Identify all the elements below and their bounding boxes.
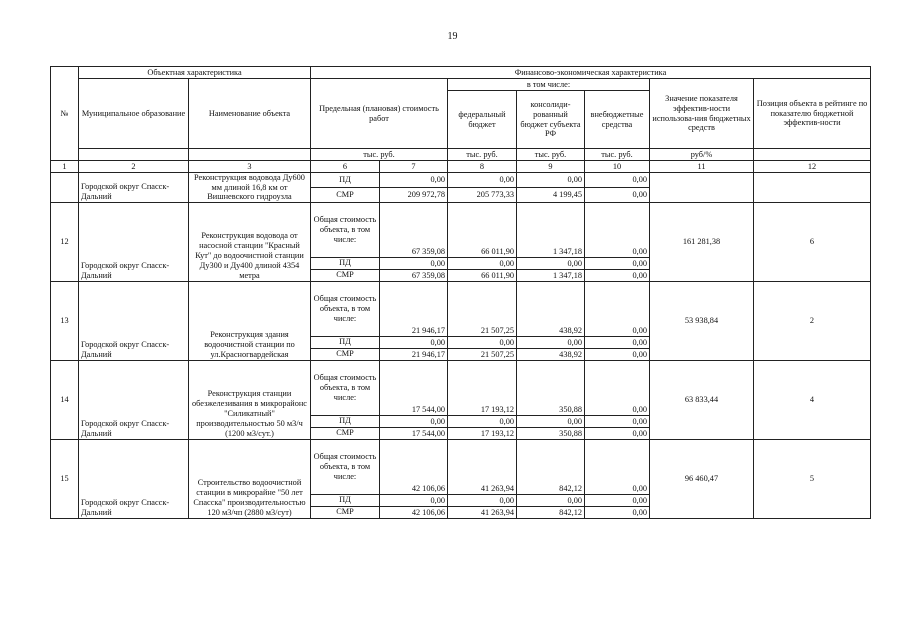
cost-type-label: Общая стоимость объекта, в том числе: <box>311 360 380 415</box>
federal-value: 205 773,33 <box>448 187 517 202</box>
unit-indicator: руб/% <box>650 149 754 161</box>
rating-cell <box>754 173 871 203</box>
cost-type-label: ПД <box>311 173 380 188</box>
consolidated-value: 0,00 <box>517 257 585 269</box>
col-number: 7 <box>380 161 448 173</box>
header-units-blank-2 <box>79 149 189 161</box>
federal-value: 0,00 <box>448 257 517 269</box>
consolidated-value: 1 347,18 <box>517 269 585 281</box>
header-federal: федеральный бюджет <box>448 91 517 149</box>
column-numbers-row <box>51 161 871 173</box>
total-cost-value: 21 946,17 <box>380 281 448 336</box>
investment-table <box>50 66 871 519</box>
header-units-blank-3 <box>189 149 311 161</box>
table-row <box>51 439 871 494</box>
table-row <box>51 173 871 188</box>
unit-rating <box>754 149 871 161</box>
consolidated-value: 0,00 <box>517 415 585 427</box>
header-including: в том числе: <box>448 79 650 91</box>
indicator-cell: 161 281,38 <box>650 202 754 281</box>
header-num: № <box>51 67 79 161</box>
rating-cell: 2 <box>754 281 871 360</box>
unit-federal: тыс. руб. <box>448 149 517 161</box>
extrabudget-value: 0,00 <box>585 506 650 518</box>
page-number: 19 <box>447 31 458 42</box>
table-row <box>51 281 871 336</box>
cost-type-label: ПД <box>311 415 380 427</box>
extrabudget-value: 0,00 <box>585 187 650 202</box>
total-cost-value: 0,00 <box>380 257 448 269</box>
cost-type-label: СМР <box>311 506 380 518</box>
total-cost-value: 0,00 <box>380 494 448 506</box>
federal-value: 0,00 <box>448 173 517 188</box>
total-cost-value: 0,00 <box>380 173 448 188</box>
cost-type-label: СМР <box>311 348 380 360</box>
extrabudget-value: 0,00 <box>585 439 650 494</box>
extrabudget-value: 0,00 <box>585 494 650 506</box>
total-cost-value: 0,00 <box>380 415 448 427</box>
municipality-cell: Городской округ Спасск-Дальний <box>79 360 189 439</box>
col-number: 11 <box>650 161 754 173</box>
object-name-cell: Реконструкция станции обезжелезивания в микрорайонс "Силикатный" производительностью 50 м3/ч (1200 м3/сут.) <box>189 360 311 439</box>
consolidated-value: 842,12 <box>517 439 585 494</box>
consolidated-value: 0,00 <box>517 494 585 506</box>
extrabudget-value: 0,00 <box>585 415 650 427</box>
header-object-name: Наименование объекта <box>189 79 311 149</box>
consolidated-value: 350,88 <box>517 427 585 439</box>
total-cost-value: 67 359,08 <box>380 202 448 257</box>
extrabudget-value: 0,00 <box>585 173 650 188</box>
consolidated-value: 0,00 <box>517 336 585 348</box>
row-num-cell: 14 <box>51 360 79 439</box>
total-cost-value: 209 972,78 <box>380 187 448 202</box>
extrabudget-value: 0,00 <box>585 427 650 439</box>
extrabudget-value: 0,00 <box>585 336 650 348</box>
total-cost-value: 17 544,00 <box>380 427 448 439</box>
cost-type-label: ПД <box>311 336 380 348</box>
consolidated-value: 1 347,18 <box>517 202 585 257</box>
consolidated-value: 350,88 <box>517 360 585 415</box>
cost-type-label: Общая стоимость объекта, в том числе: <box>311 202 380 257</box>
cost-type-label: Общая стоимость объекта, в том числе: <box>311 281 380 336</box>
row-num-cell: 12 <box>51 202 79 281</box>
unit-consolidated: тыс. руб. <box>517 149 585 161</box>
cost-type-label: Общая стоимость объекта, в том числе: <box>311 439 380 494</box>
header-municipality: Муниципальное образование <box>79 79 189 149</box>
rating-cell: 4 <box>754 360 871 439</box>
indicator-cell <box>650 173 754 203</box>
federal-value: 0,00 <box>448 336 517 348</box>
total-cost-value: 17 544,00 <box>380 360 448 415</box>
header-row-2 <box>51 79 871 91</box>
cost-type-label: ПД <box>311 257 380 269</box>
col-number: 3 <box>189 161 311 173</box>
extrabudget-value: 0,00 <box>585 281 650 336</box>
indicator-cell: 63 833,44 <box>650 360 754 439</box>
extrabudget-value: 0,00 <box>585 269 650 281</box>
row-num-cell <box>51 173 79 203</box>
col-number: 12 <box>754 161 871 173</box>
consolidated-value: 0,00 <box>517 173 585 188</box>
unit-planned-cost: тыс. руб. <box>311 149 448 161</box>
header-object-characteristic: Объектная характеристика <box>79 67 311 79</box>
rating-cell: 5 <box>754 439 871 518</box>
object-name-cell: Строительство водоочистной станции в микрорайне "50 лет Спасска" производительностью 120 м3/чп (2880 м3/сут) <box>189 439 311 518</box>
municipality-cell: Городской округ Спасск-Дальний <box>79 439 189 518</box>
consolidated-value: 842,12 <box>517 506 585 518</box>
header-indicator: Значение показателя эффектив-ности использова-ния бюджетных средств <box>650 79 754 149</box>
consolidated-value: 4 199,45 <box>517 187 585 202</box>
extrabudget-value: 0,00 <box>585 257 650 269</box>
col-number: 10 <box>585 161 650 173</box>
unit-extrabudget: тыс. руб. <box>585 149 650 161</box>
header-row-1 <box>51 67 871 79</box>
table-row <box>51 202 871 257</box>
federal-value: 66 011,90 <box>448 269 517 281</box>
municipality-cell: Городской округ Спасск-Дальний <box>79 173 189 203</box>
federal-value: 17 193,12 <box>448 427 517 439</box>
object-name-cell: Реконструкция здания водоочистной станции по ул.Красногвардейская <box>189 281 311 360</box>
federal-value: 0,00 <box>448 494 517 506</box>
extrabudget-value: 0,00 <box>585 202 650 257</box>
federal-value: 41 263,94 <box>448 506 517 518</box>
federal-value: 21 507,25 <box>448 281 517 336</box>
federal-value: 66 011,90 <box>448 202 517 257</box>
cost-type-label: СМР <box>311 269 380 281</box>
col-number: 9 <box>517 161 585 173</box>
federal-value: 41 263,94 <box>448 439 517 494</box>
header-financial-characteristic: Финансово-экономическая характеристика <box>311 67 871 79</box>
federal-value: 17 193,12 <box>448 360 517 415</box>
table-row <box>51 360 871 415</box>
rating-cell: 6 <box>754 202 871 281</box>
extrabudget-value: 0,00 <box>585 360 650 415</box>
header-planned-cost: Предельная (плановая) стоимость работ <box>311 79 448 149</box>
total-cost-value: 0,00 <box>380 336 448 348</box>
federal-value: 0,00 <box>448 415 517 427</box>
consolidated-value: 438,92 <box>517 281 585 336</box>
cost-type-label: СМР <box>311 187 380 202</box>
header-units-row <box>51 149 871 161</box>
total-cost-value: 42 106,06 <box>380 506 448 518</box>
col-number: 1 <box>51 161 79 173</box>
federal-value: 21 507,25 <box>448 348 517 360</box>
total-cost-value: 67 359,08 <box>380 269 448 281</box>
row-num-cell: 13 <box>51 281 79 360</box>
total-cost-value: 42 106,06 <box>380 439 448 494</box>
col-number: 2 <box>79 161 189 173</box>
header-rating: Позиция объекта в рейтинге по показателю бюджетной эффектив-ности <box>754 79 871 149</box>
header-extrabudget: внебюджетные средства <box>585 91 650 149</box>
extrabudget-value: 0,00 <box>585 348 650 360</box>
municipality-cell: Городской округ Спасск-Дальний <box>79 281 189 360</box>
cost-type-label: ПД <box>311 494 380 506</box>
col-number: 8 <box>448 161 517 173</box>
object-name-cell: Реконструкция водовода Ду600 мм длиной 16,8 км от Вишневского гидроузла <box>189 173 311 203</box>
consolidated-value: 438,92 <box>517 348 585 360</box>
row-num-cell: 15 <box>51 439 79 518</box>
municipality-cell: Городской округ Спасск-Дальний <box>79 202 189 281</box>
cost-type-label: СМР <box>311 427 380 439</box>
object-name-cell: Реконструкция водовода от насосной станции "Красный Кут" до водоочистной станции Ду300 и Ду400 длиной 4354 метра <box>189 202 311 281</box>
col-number: 6 <box>311 161 380 173</box>
indicator-cell: 53 938,84 <box>650 281 754 360</box>
indicator-cell: 96 460,47 <box>650 439 754 518</box>
header-consolidated: консолиди-рованный бюджет субъекта РФ <box>517 91 585 149</box>
total-cost-value: 21 946,17 <box>380 348 448 360</box>
